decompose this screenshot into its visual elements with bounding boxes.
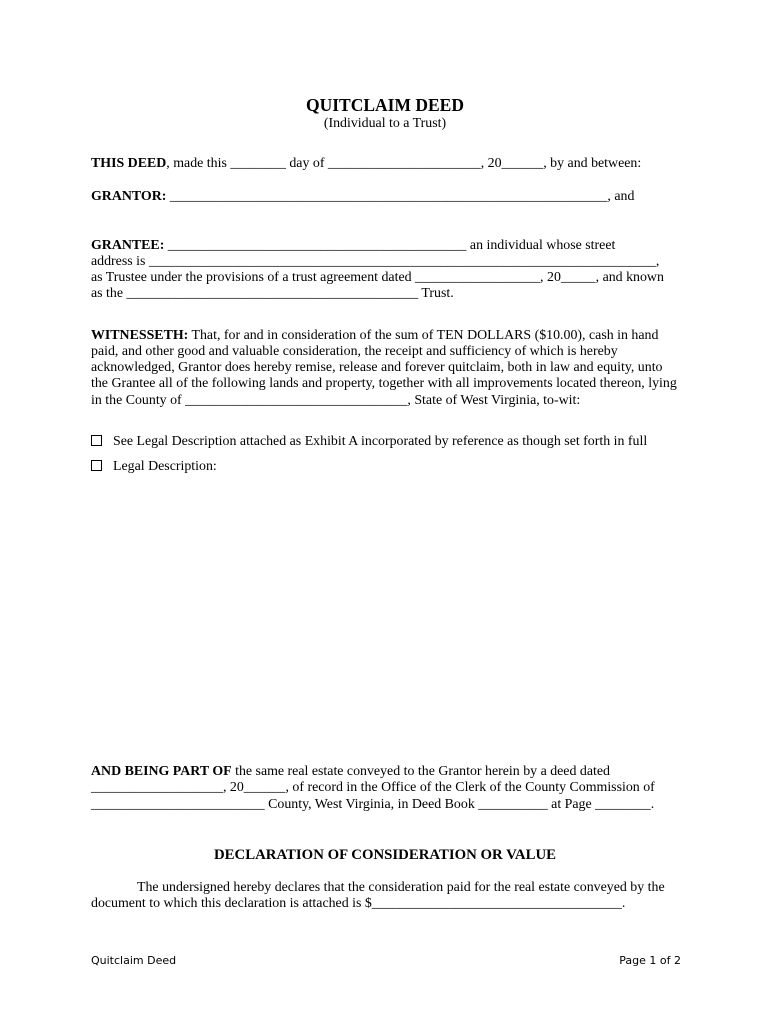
- being-part-label: AND BEING PART OF: [91, 764, 232, 779]
- witnesseth-text-1: That, for and in consideration of the sum of TEN DOLLARS ($10.00), cash in hand: [188, 328, 659, 343]
- witnesseth-county-line: in the County of ________________________________, State of West Virginia, to-wit:: [91, 393, 581, 408]
- grantee-label: GRANTEE:: [91, 238, 165, 253]
- grantee-trust-agreement-line: as Trustee under the provisions of a trust agreement dated __________________, 20_____, and known: [91, 270, 664, 285]
- deed-date-line: [91, 156, 641, 172]
- deed-date-text: , made this ________ day of ______________________, 20______, by and between:: [166, 156, 642, 171]
- exhibit-a-label: See Legal Description attached as Exhibit A incorporated by reference as though set forth in full: [113, 434, 648, 449]
- grantee-name-field: ___________________________________________ an individual whose street: [164, 238, 616, 253]
- exhibit-a-checkbox[interactable]: [91, 435, 102, 446]
- witnesseth-line-1: [91, 328, 658, 344]
- witnesseth-label: WITNESSETH:: [91, 328, 189, 343]
- deed-label: THIS DEED: [91, 156, 167, 171]
- grantor-label: GRANTOR:: [91, 189, 167, 204]
- being-part-line-1: [91, 764, 610, 780]
- grantee-trust-name-line: as the __________________________________________ Trust.: [91, 286, 454, 301]
- being-part-line-3: _________________________ County, West Virginia, in Deed Book __________ at Page ________.: [91, 797, 655, 812]
- declaration-title: DECLARATION OF CONSIDERATION OR VALUE: [213, 847, 557, 863]
- grantee-line-1: [91, 238, 615, 254]
- document-title: QUITCLAIM DEED: [305, 95, 464, 115]
- footer-document-name: Quitclaim Deed: [91, 954, 177, 967]
- witnesseth-line-2: paid, and other good and valuable consideration, the receipt and sufficiency of which is hereby: [91, 344, 618, 359]
- legal-description-checkbox[interactable]: [91, 460, 102, 471]
- witnesseth-line-3: acknowledged, Grantor does hereby remise, release and forever quitclaim, both in law and equity, unto: [91, 360, 663, 375]
- witnesseth-line-4: the Grantee all of the following lands and property, together with all improvements located thereon, lying: [91, 376, 677, 391]
- footer-page-number: Page 1 of 2: [619, 954, 681, 967]
- document-subtitle: (Individual to a Trust): [323, 116, 447, 131]
- being-part-line-2: ___________________, 20______, of record in the Office of the Clerk of the County Commission of: [91, 780, 655, 795]
- declaration-line-1: The undersigned hereby declares that the consideration paid for the real estate conveyed by the: [137, 880, 665, 895]
- grantor-line: [91, 189, 634, 205]
- grantee-address-line: address is _________________________________________________________________________,: [91, 254, 660, 269]
- grantor-field: _______________________________________________________________, and: [166, 189, 635, 204]
- declaration-line-2: document to which this declaration is attached is $____________________________________.: [91, 896, 626, 911]
- legal-description-label: Legal Description:: [113, 459, 217, 474]
- being-part-text-1: the same real estate conveyed to the Grantor herein by a deed dated: [231, 764, 610, 779]
